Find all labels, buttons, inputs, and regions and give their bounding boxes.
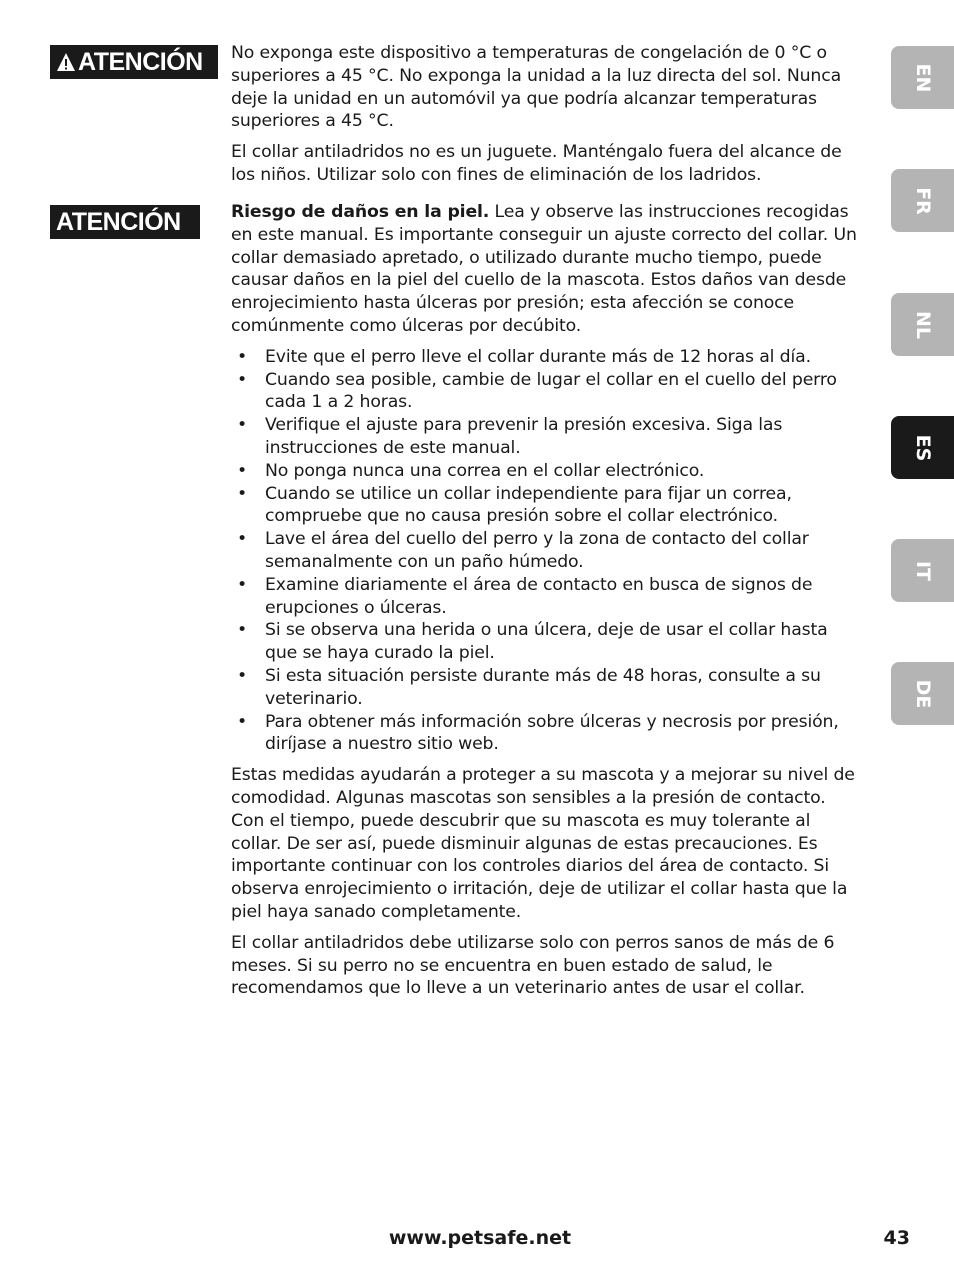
list-item-text: Cuando sea posible, cambie de lugar el collar en el cuello del perro cada 1 a 2 horas. xyxy=(265,369,837,413)
list-item xyxy=(231,574,859,620)
paragraph: El collar antiladridos no es un juguete. Manténgalo fuera del alcance de los niños. Utilizar solo con fines de eliminación de los ladridos. xyxy=(231,142,842,185)
warning-badge-label: ATENCIÓN xyxy=(78,47,203,76)
list-item-text: Examine diariamente el área de contacto en busca de signos de erupciones o úlceras. xyxy=(265,574,813,618)
intro-text: Lea y observe las instrucciones recogidas en este manual. Es importante conseguir un ajuste correcto del collar. Un collar demasiado apretado, o utilizado durante mucho tiempo, puede causar daños en la piel del cuello de la mascota. Estos daños van desde enrojecimiento hasta úlceras por presión; esta afección se conoce comúnmente como úlceras por decúbito. xyxy=(231,202,857,336)
paragraph: Estas medidas ayudarán a proteger a su mascota y a mejorar su nivel de comodidad. Algunas mascotas son sensibles a la presión de contacto. Con el tiempo, puede descubrir que su mascota es muy tolerante al collar. De ser así, puede disminuir algunas de estas precauciones. Es importante continuar con los controles diarios del área de contacto. Si observa enrojecimiento o irritación, deje de utilizar el collar hasta que la piel haya sanado completamente. xyxy=(231,765,855,922)
language-tab-label: ES xyxy=(911,434,934,461)
bullet: • xyxy=(237,574,248,595)
list-item-text: Evite que el perro lleve el collar durante más de 12 horas al día. xyxy=(265,346,811,367)
precautions-list xyxy=(231,346,859,756)
caution-badge-label: ATENCIÓN xyxy=(56,207,181,236)
language-tab-label: IT xyxy=(911,560,934,581)
section-skin-damage xyxy=(231,201,859,1000)
list-item-text: Cuando se utilice un collar independiente para fijar un correa, compruebe que no causa presión sobre el collar electrónico. xyxy=(265,483,792,527)
list-item-text: Si esta situación persiste durante más de 48 horas, consulte a su veterinario. xyxy=(265,665,821,709)
bullet: • xyxy=(237,620,248,641)
bullet: • xyxy=(237,665,248,686)
section-temperature-warning xyxy=(231,42,859,187)
footer-url: www.petsafe.net xyxy=(388,1227,572,1249)
language-tab-label: FR xyxy=(911,186,934,215)
language-tab-it[interactable] xyxy=(891,539,954,602)
bullet: • xyxy=(237,711,248,732)
list-item xyxy=(231,346,859,369)
bullet: • xyxy=(237,460,248,481)
paragraph: No exponga este dispositivo a temperaturas de congelación de 0 °C o superiores a 45 °C. No exponga la unidad a la luz directa del sol. Nunca deje la unidad en un automóvil ya que podría alcanzar temperaturas superiores a 45 °C. xyxy=(231,43,842,132)
language-tab-label: DE xyxy=(911,679,934,708)
warning-triangle-icon xyxy=(56,51,76,73)
bullet: • xyxy=(237,415,248,436)
page-number: 43 xyxy=(883,1227,910,1249)
language-tab-de[interactable] xyxy=(891,662,954,725)
list-item-text: Para obtener más información sobre úlceras y necrosis por presión, diríjase a nuestro sitio web. xyxy=(265,711,839,755)
language-tab-fr[interactable] xyxy=(891,169,954,232)
language-tab-es[interactable] xyxy=(891,416,954,479)
list-item-text: Lave el área del cuello del perro y la zona de contacto del collar semanalmente con un paño húmedo. xyxy=(265,529,809,572)
intro-lead: Riesgo de daños en la piel. xyxy=(231,202,490,222)
list-item-text: Verifique el ajuste para prevenir la presión excesiva. Siga las instrucciones de este manual. xyxy=(265,415,783,458)
warning-badge xyxy=(50,45,218,79)
list-item-text: Si se observa una herida o una úlcera, deje de usar el collar hasta que se haya curado la piel. xyxy=(265,620,828,664)
language-tab-label: EN xyxy=(911,63,934,92)
language-tab-en[interactable] xyxy=(891,46,954,109)
intro-paragraph xyxy=(231,201,859,338)
list-item xyxy=(231,619,859,665)
list-item xyxy=(231,711,859,757)
language-tab-nl[interactable] xyxy=(891,293,954,356)
list-item xyxy=(231,369,859,415)
list-item xyxy=(231,483,859,529)
bullet: • xyxy=(237,369,248,390)
list-item xyxy=(231,665,859,711)
language-tab-label: NL xyxy=(911,310,934,339)
paragraph: El collar antiladridos debe utilizarse solo con perros sanos de más de 6 meses. Si su perro no se encuentra en buen estado de salud, le recomendamos que lo lleve a un veterinario antes de usar el collar. xyxy=(231,932,835,999)
list-item-text: No ponga nunca una correa en el collar electrónico. xyxy=(265,460,705,481)
caution-badge xyxy=(50,205,200,239)
list-item xyxy=(231,414,859,460)
bullet: • xyxy=(237,346,248,367)
bullet: • xyxy=(237,483,248,504)
bullet: • xyxy=(237,529,248,550)
list-item xyxy=(231,528,859,574)
list-item xyxy=(231,460,859,483)
